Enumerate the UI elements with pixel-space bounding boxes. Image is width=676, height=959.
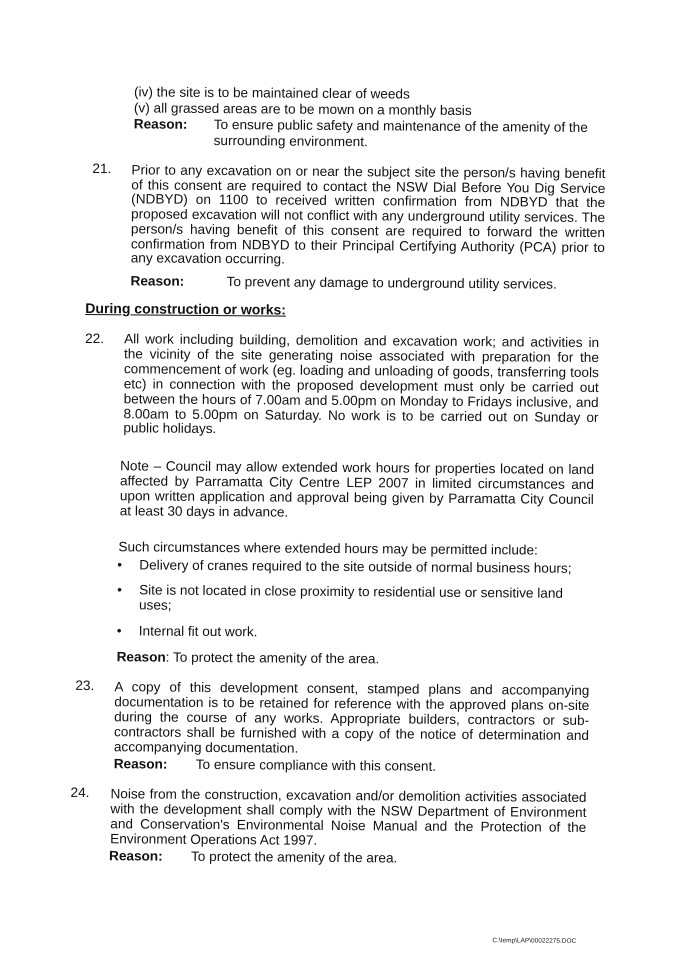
reason-label: Reason: <box>108 848 163 864</box>
condition-21-text: Prior to any excavation on or near the subject site the person/s having benefit of this consent are required to contact the NSW Dial Before You Dig Service (NDBYD) on 1100 to received written confirmation from NDBYD that the proposed excavation will not conflict with any underground utility services. The person/s having benefit of this consent are required to forward the written confirmation from NDBYD to their Principal Certifying Authority (PCA) prior to any excavation occurring. <box>130 162 606 267</box>
reason-label: Reason: <box>113 756 168 772</box>
condition-22-note: Note – Council may allow extended work hours for properties located on land affected by Parramatta City Centre LEP 2007 in limited circumstances and upon written application and approval being given by Parramatta City Council at least 30 days in advance. <box>119 458 595 520</box>
reason-text: : To protect the amenity of the area. <box>165 649 380 667</box>
bullet-text: Internal fit out work. <box>138 623 258 639</box>
condition-number-24: 24. <box>70 784 90 801</box>
reason-text: To protect the amenity of the area. <box>190 848 398 866</box>
reason-text: To ensure public safety and maintenance of the amenity of the surrounding environment. <box>213 117 588 149</box>
condition-24-text: Noise from the construction, excavation and/or demolition activities associated with the development shall comply with the NSW Department of Environment and Conservation's Environmental Noise Manual and the Protection of the Environment Operations Act 1997. <box>110 786 587 848</box>
reason-label: Reason: <box>130 273 185 289</box>
list-item <box>117 582 577 616</box>
top-list <box>134 84 609 151</box>
circumstances-intro: Such circumstances where extended hours may be permitted include: <box>118 539 538 558</box>
footer-file-path: C:\temp\LAP\00022275.DOC <box>492 937 577 945</box>
bullet-text: Delivery of cranes required to the site outside of normal business hours; <box>139 557 572 576</box>
list-item-v: (v) all grassed areas are to be mown on a monthly basis <box>133 100 472 119</box>
bullet-icon: • <box>116 622 122 638</box>
bullet-icon: • <box>117 582 122 598</box>
bullet-icon: • <box>117 557 123 573</box>
condition-23-reason <box>114 756 588 775</box>
condition-23-text: A copy of this development consent, stamped plans and accompanying documentation is to be retained for reference with the approved plans on-site during the course of any works. Appropriate builders, contractors or sub-contractors shall be furnished with a copy of the notice of determination and accompanying documentation. <box>113 679 590 756</box>
list-item-iv: (iv) the site is to be maintained clear of weeds <box>133 84 410 102</box>
section-heading: During construction or works: <box>85 299 287 318</box>
bullet-text: Site is not located in close proximity to residential use or sensitive land uses; <box>138 582 564 614</box>
reason-label: Reason <box>116 649 166 665</box>
condition-21-reason <box>130 273 604 292</box>
reason-text: To ensure compliance with this consent. <box>195 756 437 774</box>
condition-24-reason <box>109 848 583 867</box>
list-item <box>117 623 577 642</box>
condition-22-reason <box>117 649 591 668</box>
reason-text: To prevent any damage to underground utility services. <box>226 274 557 292</box>
reason-row <box>134 117 609 151</box>
condition-22-text: All work including building, demolition and excavation work; and activities in the vicinity of the site generating noise associated with preparation for the commencement of work (eg. loading and unloading of goods, transferring tools etc) in connection with the proposed development must only be carried out between the hours of 7.00am and 5.00pm on Monday to Fridays inclusive, and 8.00am to 5.00pm on Saturday. No work is to be carried out on Sunday or public holidays. <box>123 331 600 437</box>
list-item <box>117 557 577 576</box>
circumstances-list <box>117 557 578 647</box>
condition-number-21: 21. <box>92 161 112 177</box>
reason-label: Reason: <box>133 116 188 133</box>
condition-number-23: 23. <box>75 677 95 694</box>
condition-number-22: 22. <box>85 330 105 347</box>
